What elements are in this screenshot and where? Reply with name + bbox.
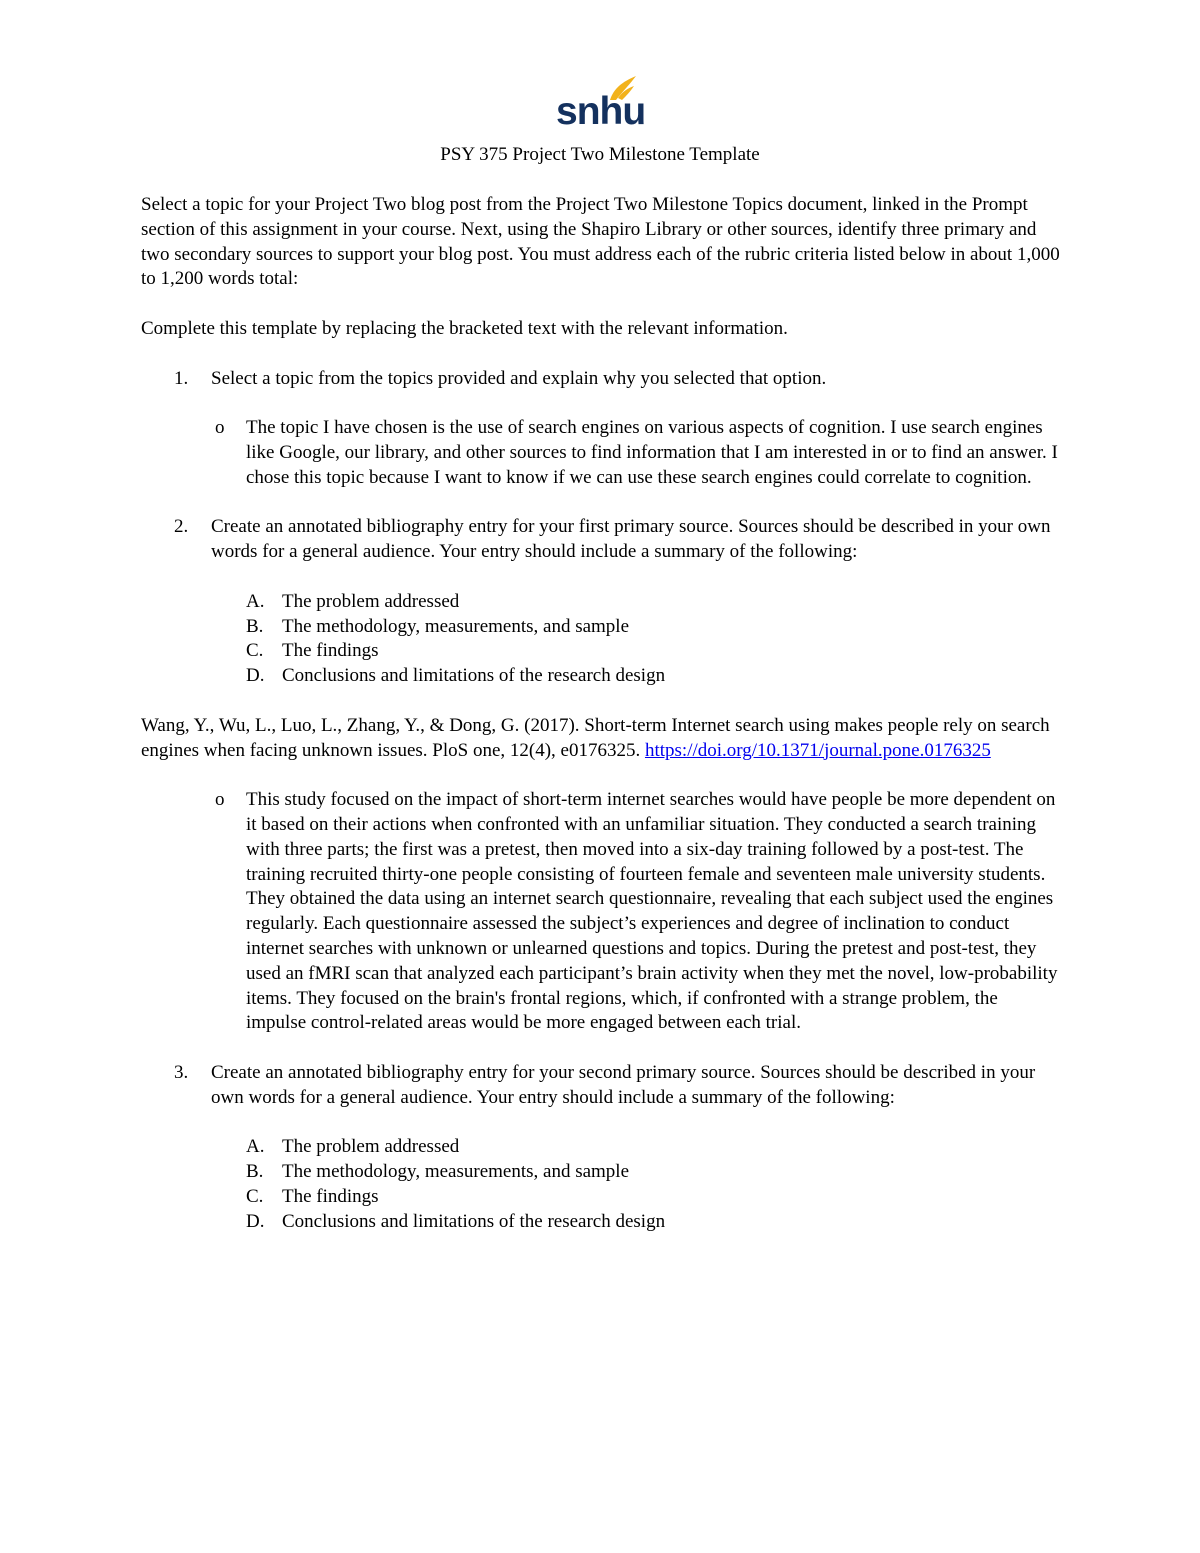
prompt-text: Select a topic from the topics provided and explain why you selected that option. — [211, 367, 827, 389]
list-text: The methodology, measurements, and sample — [282, 1161, 630, 1183]
section-number: 2. — [174, 516, 189, 538]
intro-paragraph: Select a topic for your Project Two blog post from the Project Two Milestone Topics document, linked in the Prompt section of this assignment in your course. Next, using the Shapiro Library or other sources, identify three primary and two secondary sources to support your blog post. You must address each of the rubric criteria listed below in about 1,000 to 1,200 words total: — [141, 194, 1060, 290]
list-item — [141, 664, 1061, 689]
list-text: The problem addressed — [282, 590, 460, 612]
list-letter: A. — [246, 590, 265, 612]
citation-text: Wang, Y., Wu, L., Luo, L., Zhang, Y., & Dong, G. (2017). Short-term Internet search using makes people rely on search engines when facing unknown issues. PloS one, 12(4), e0176325. — [141, 714, 1050, 761]
section-1-response — [141, 416, 1061, 490]
prompt-text: Create an annotated bibliography entry for your first primary source. Sources should be described in your own words for a general audience. Your entry should include a summary of the following: — [211, 516, 1051, 563]
section-number: 3. — [174, 1061, 189, 1083]
list-text: The findings — [282, 640, 379, 662]
list-text: The findings — [282, 1185, 379, 1207]
list-letter: A. — [246, 1136, 265, 1158]
list-item — [141, 1210, 1061, 1235]
list-letter: D. — [246, 665, 265, 687]
section-2-response — [141, 788, 1061, 1036]
list-item — [141, 1185, 1061, 1210]
section-1-prompt — [141, 367, 1061, 392]
document-title: PSY 375 Project Two Milestone Template — [440, 144, 760, 165]
list-item — [141, 1160, 1061, 1185]
section-2-prompt — [141, 515, 1061, 565]
bullet-marker: o — [215, 417, 225, 439]
response-text: This study focused on the impact of short-term internet searches would have people be more dependent on it based on their actions when confronted with an unfamiliar situation. They conducted a search training with three parts; the first was a pretest, then moved into a six-day training followed by a post-test. The training recruited thirty-one people consisting of fourteen female and seventeen male university students. They obtained the data using an internet search questionnaire, revealing that each subject used the engines regularly. Each questionnaire assessed the subject’s experiences and degree of inclination to conduct internet searches with unknown or unlearned questions and topics. During the pretest and post-test, they used an fMRI scan that analyzed each participant’s brain activity when they met the novel, low-probability items. They focused on the brain's frontal regions, which, if confronted with a strange problem, the impulse control-related areas would be more engaged between each trial. — [246, 789, 1058, 1034]
logo-wordmark: snhu — [556, 90, 646, 133]
list-item — [141, 590, 1061, 615]
list-letter: C. — [246, 640, 264, 662]
list-item — [141, 1135, 1061, 1160]
list-letter: C. — [246, 1185, 264, 1207]
list-text: The problem addressed — [282, 1136, 460, 1158]
section-3-criteria-list — [141, 1135, 1061, 1234]
response-text: The topic I have chosen is the use of search engines on various aspects of cognition. I use search engines like Google, our library, and other sources to find information that I am interested in or to find an answer. I chose this topic because I want to know if we can use these search engines could correlate to cognition. — [246, 417, 1058, 488]
document-body — [141, 193, 1061, 1234]
instruction-paragraph: Complete this template by replacing the bracketed text with the relevant information. — [141, 317, 788, 339]
prompt-text: Create an annotated bibliography entry for your second primary source. Sources should be described in your own words for a general audience. Your entry should include a summary of the following: — [211, 1061, 1036, 1108]
list-letter: B. — [246, 615, 264, 637]
section-2-criteria-list — [141, 590, 1061, 689]
list-letter: D. — [246, 1210, 265, 1232]
section-number: 1. — [174, 367, 189, 389]
list-text: The methodology, measurements, and sample — [282, 615, 630, 637]
list-letter: B. — [246, 1161, 264, 1183]
section-3-prompt — [141, 1061, 1061, 1111]
doi-link[interactable]: https://doi.org/10.1371/journal.pone.0176325 — [644, 739, 991, 761]
bullet-marker: o — [215, 789, 225, 811]
list-item — [141, 615, 1061, 640]
list-text: Conclusions and limitations of the research design — [282, 665, 666, 687]
list-text: Conclusions and limitations of the research design — [282, 1210, 666, 1232]
list-item — [141, 639, 1061, 664]
snhu-logo — [556, 74, 646, 133]
citation — [141, 714, 1061, 764]
